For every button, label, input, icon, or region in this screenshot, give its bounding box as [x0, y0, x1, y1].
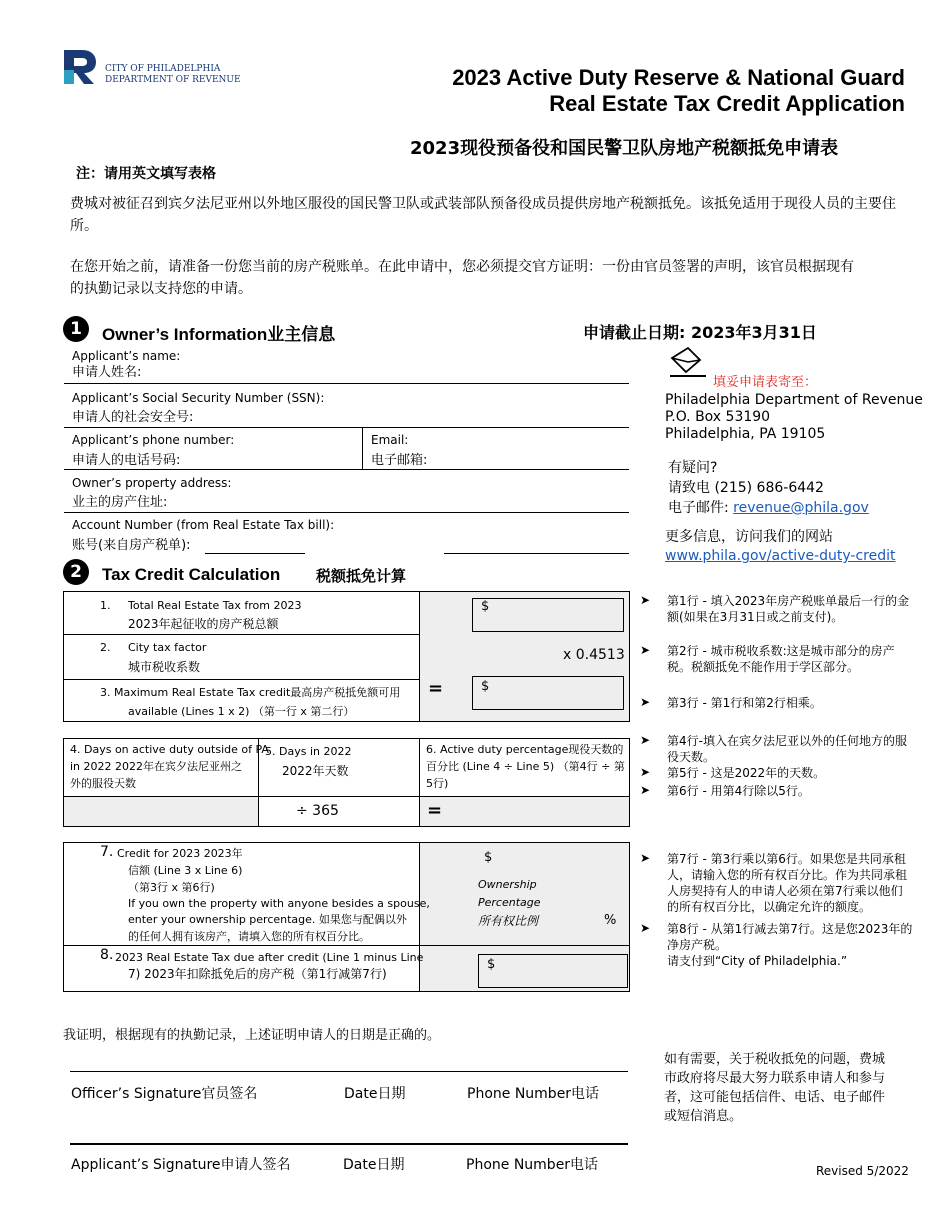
- row3-currency: $: [481, 679, 490, 694]
- contact-info: [668, 458, 869, 518]
- calc-a-row-sep-1: [63, 634, 420, 635]
- row5-cell-bg: [259, 797, 419, 826]
- mail-line3: Philadelphia, PA 19105: [665, 426, 826, 442]
- note-line7: [667, 851, 907, 915]
- title-chinese: 2023现役预备役和国民警卫队房地产税额抵免申请表: [410, 138, 839, 159]
- question-label: 有疑问?: [668, 460, 718, 476]
- mail-address: [665, 392, 923, 443]
- row5-l2: 2022年天数: [282, 764, 349, 778]
- arrow-icon: ➤: [640, 695, 651, 709]
- row8-currency: $: [487, 957, 496, 972]
- note-line3: 第3行 - 第1行和第2行相乘。: [667, 696, 822, 710]
- name-input-line[interactable]: [64, 383, 629, 384]
- note-7c: 人房契持有人的申请人必须在第7行乘以他们: [667, 884, 903, 898]
- arrow-icon: ➤: [640, 765, 651, 779]
- more-info-label: 更多信息，访问我们的网站: [665, 529, 833, 545]
- contact-note: [664, 1050, 885, 1126]
- mail-line2: P.O. Box 53190: [665, 409, 771, 425]
- row3-line1: 3. Maximum Real Estate Tax credit最高房产税抵免额可用: [100, 686, 401, 699]
- applicant-signature-label: Applicant’s Signature申请人签名: [71, 1157, 291, 1173]
- contact-note-l4: 或短信消息。: [664, 1109, 743, 1124]
- row7-l5: enter your ownership percentage. 如果您与配偶以外: [128, 913, 407, 926]
- row7-l4: If you own the property with anyone besides a spouse,: [128, 897, 430, 910]
- deadline: 申请截止日期: 2023年3月31日: [583, 323, 817, 342]
- officer-phone-label: Phone Number电话: [467, 1086, 600, 1102]
- title-line2: Real Estate Tax Credit Application: [549, 91, 905, 116]
- row1-num: 1.: [100, 599, 111, 612]
- row8-l2: 7) 2023年扣除抵免后的房产税（第1行减第7行): [128, 967, 387, 981]
- email-label-en: Email:: [371, 433, 409, 447]
- more-info: [665, 528, 896, 566]
- row2-zh: 城市税收系数: [128, 660, 201, 674]
- row7-l3: （第3行 x 第6行): [128, 881, 215, 894]
- section-2-title-zh: 税额抵免计算: [316, 567, 407, 585]
- row1-en: Total Real Estate Tax from 2023: [128, 599, 302, 612]
- contact-note-l2: 市政府将尽最大努力联系申请人和参与: [664, 1071, 886, 1086]
- phone-email-input-line[interactable]: [64, 469, 629, 470]
- contact-phone: 请致电 (215) 686-6442: [668, 480, 824, 496]
- logo-text: [105, 64, 241, 86]
- note-8a: 第8行 - 从第1行减去第7行。这是您2023年的: [667, 922, 913, 936]
- row1-zh: 2023年起征收的房产税总额: [128, 617, 279, 631]
- ownership-percent: %: [604, 913, 617, 928]
- note-line2: [667, 643, 895, 675]
- certification-text: 我证明，根据现有的执勤记录，上述证明申请人的日期是正确的。: [63, 1028, 441, 1043]
- page-title: [452, 65, 905, 117]
- ownership-l2: Percentage: [478, 896, 541, 909]
- section-1-title: Owner’s Information业主信息: [102, 325, 336, 344]
- row6-label: [426, 742, 625, 791]
- address-label-zh: 业主的房产住址:: [72, 495, 168, 510]
- logo-line2: DEPARTMENT OF REVENUE: [105, 75, 241, 85]
- row7-currency: $: [484, 850, 493, 865]
- row5-l1: 5. Days in 2022: [265, 745, 352, 758]
- row7-l2: 信额 (Line 3 x Line 6): [128, 864, 243, 877]
- row1-amount-input[interactable]: [472, 598, 624, 632]
- calc-c-row-sep: [63, 945, 630, 946]
- applicant-date-label: Date日期: [343, 1157, 405, 1173]
- name-label-zh: 申请人姓名:: [72, 365, 142, 380]
- account-input-line-2[interactable]: [444, 553, 629, 554]
- section-1-badge: 1: [63, 316, 89, 342]
- ssn-input-line[interactable]: [64, 427, 629, 428]
- row2-en: City tax factor: [128, 641, 207, 654]
- arrow-icon: ➤: [640, 851, 651, 865]
- account-label-en: Account Number (from Real Estate Tax bill):: [72, 518, 335, 532]
- section-2-badge: 2: [63, 559, 89, 585]
- mail-to-label: 填妥申请表寄至：: [713, 375, 818, 390]
- officer-signature-line[interactable]: [70, 1071, 628, 1072]
- phila-logo-icon: [62, 48, 98, 86]
- row7-l6: 的任何人拥有该房产，请填入您的所有权百分比。: [128, 930, 370, 943]
- account-input-line-1[interactable]: [205, 553, 305, 554]
- row2-factor: x 0.4513: [563, 647, 625, 663]
- name-label-en: Applicant’s name:: [72, 349, 181, 363]
- title-line1: 2023 Active Duty Reserve & National Guard: [452, 65, 905, 90]
- address-input-line[interactable]: [64, 512, 629, 513]
- calc-c-divider: [419, 842, 420, 992]
- row7-num: 7.: [100, 844, 114, 860]
- website-link[interactable]: www.phila.gov/active-duty-credit: [665, 548, 896, 564]
- note-1b: 额(如果在3月31日或之前支付)。: [667, 610, 844, 624]
- email-label-zh: 电子邮箱:: [371, 453, 428, 468]
- row3-amount-input[interactable]: [472, 676, 624, 710]
- note-2b: 税。税额抵免不能作用于学区部分。: [667, 660, 860, 674]
- ssn-label-zh: 申请人的社会安全号:: [72, 410, 194, 425]
- phone-label-en: Applicant’s phone number:: [72, 433, 235, 447]
- calc-b-divider-2: [419, 738, 420, 827]
- row6-l2: 百分比 (Line 4 ÷ Line 5) （第4行 ÷ 第: [426, 760, 625, 773]
- note-2a: 第2行 - 城市税收系数:这是城市部分的房产: [667, 644, 895, 658]
- arrow-icon: ➤: [640, 921, 651, 935]
- note-7d: 的所有权百分比，以确定允许的额度。: [667, 900, 872, 914]
- english-note: 注：请用英文填写表格: [76, 166, 216, 182]
- arrow-icon: ➤: [640, 593, 651, 607]
- row4-l3: 外的服役天数: [70, 777, 136, 790]
- ownership-label: [478, 876, 541, 930]
- row2-num: 2.: [100, 641, 111, 654]
- contact-email-link[interactable]: revenue@phila.gov: [733, 500, 869, 516]
- mail-line1: Philadelphia Department of Revenue: [665, 392, 923, 408]
- row7-l1: Credit for 2023 2023年: [117, 847, 243, 860]
- calc-a-divider: [419, 591, 420, 722]
- address-label-en: Owner’s property address:: [72, 476, 232, 490]
- arrow-icon: ➤: [640, 783, 651, 797]
- applicant-signature-line[interactable]: [70, 1143, 628, 1145]
- phone-email-divider: [362, 427, 363, 470]
- note-1a: 第1行 - 填入2023年房产税账单最后一行的金: [667, 594, 910, 608]
- row4-l1: 4. Days on active duty outside of PA: [70, 743, 269, 756]
- note-7a: 第7行 - 第3行乘以第6行。如果您是共同承租: [667, 852, 906, 866]
- arrow-icon: ➤: [640, 643, 651, 657]
- revised-date: Revised 5/2022: [816, 1164, 909, 1178]
- row4-l2: in 2022 2022年在宾夕法尼亚州之: [70, 760, 243, 773]
- note-7b: 人，请输入您的所有权百分比。作为共同承租: [667, 868, 908, 882]
- email-prefix: 电子邮件:: [668, 500, 734, 516]
- row8-num: 8.: [100, 947, 114, 963]
- arrow-icon: ➤: [640, 733, 651, 747]
- logo-line1: CITY OF PHILADELPHIA: [105, 64, 221, 74]
- note-line8: [667, 921, 912, 969]
- officer-date-label: Date日期: [344, 1086, 406, 1102]
- row1-currency: $: [481, 599, 490, 614]
- row3-equals: =: [428, 678, 444, 699]
- note-line6: 第6行 - 用第4行除以5行。: [667, 784, 810, 798]
- row6-l3: 5行): [426, 777, 449, 790]
- calc-a-row-sep-2: [63, 679, 420, 680]
- row5-divisor: ÷ 365: [296, 803, 339, 819]
- ssn-label-en: Applicant’s Social Security Number (SSN):: [72, 391, 325, 405]
- note-4b: 役天数。: [667, 750, 716, 764]
- row3-line2: available (Lines 1 x 2) （第一行 x 第二行）: [128, 705, 355, 718]
- note-8b: 净房产税。: [667, 938, 728, 952]
- intro-paragraph-1: 费城对被征召到宾夕法尼亚州以外地区服役的国民警卫队或武装部队预备役成员提供房地产税额抵免。该抵免适用于现役人员的主要住所。: [70, 196, 896, 234]
- applicant-phone-label: Phone Number电话: [466, 1157, 599, 1173]
- ownership-l1: Ownership: [478, 878, 537, 891]
- ownership-l3: 所有权比例: [478, 914, 539, 928]
- row8-amount-input[interactable]: [478, 954, 628, 988]
- note-8c: 请支付到“City of Philadelphia.”: [667, 954, 848, 968]
- row4-label: [70, 742, 269, 791]
- city-logo: [62, 48, 98, 86]
- row8-l1: 2023 Real Estate Tax due after credit (Line 1 minus Line: [115, 951, 424, 964]
- contact-email-row: [668, 498, 869, 518]
- note-line4: [667, 733, 907, 765]
- contact-note-l3: 者，这可能包括信件、电话、电子邮件: [664, 1090, 886, 1105]
- note-line1: [667, 593, 909, 625]
- note-4a: 第4行-填入在宾夕法尼亚以外的任何地方的服: [667, 734, 907, 748]
- contact-note-l1: 如有需要，关于税收抵免的问题，费城: [664, 1052, 886, 1067]
- officer-signature-label: Officer’s Signature官员签名: [71, 1086, 258, 1102]
- envelope-icon: [668, 346, 708, 382]
- note-line5: 第5行 - 这是2022年的天数。: [667, 766, 826, 780]
- row6-l1: 6. Active duty percentage现役天数的: [426, 743, 624, 756]
- section-2-title: Tax Credit Calculation: [102, 565, 281, 584]
- row6-equals: =: [427, 800, 443, 821]
- account-label-zh: 账号(来自房产税单):: [72, 538, 191, 553]
- intro-paragraph-2: 在您开始之前，请准备一份您当前的房产税账单。在此申请中，您必须提交官方证明：一份由官员签署的声明，该官员根据现有的执勤记录以支持您的申请。: [70, 259, 854, 297]
- phone-label-zh: 申请人的电话号码:: [72, 453, 181, 468]
